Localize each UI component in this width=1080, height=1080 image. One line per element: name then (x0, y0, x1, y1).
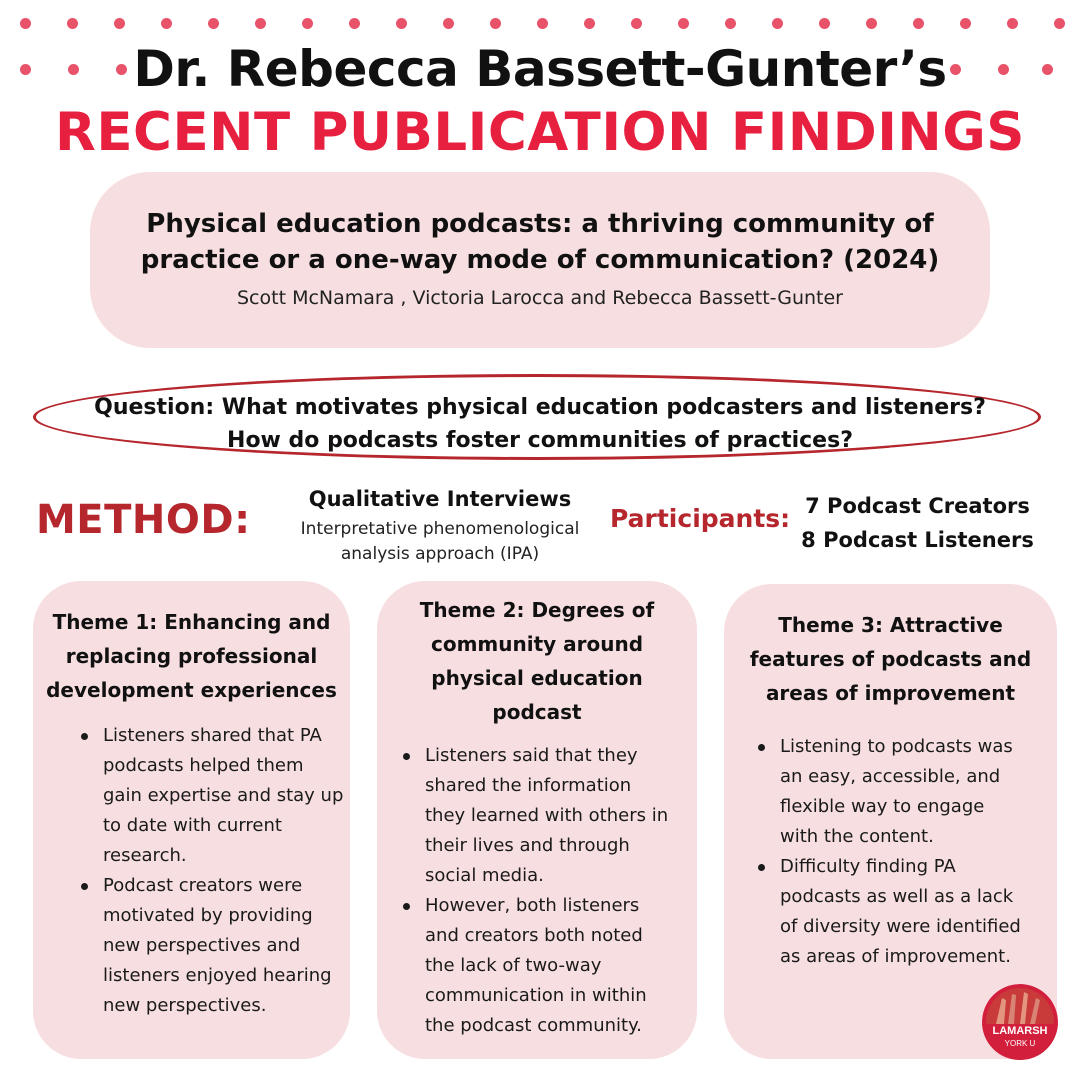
participants-listeners: 8 Podcast Listeners (801, 528, 1034, 552)
research-question-line: How do podcasts foster communities of practices? (227, 428, 853, 453)
decorative-dot (537, 18, 548, 29)
method-type: Qualitative Interviews (308, 487, 572, 511)
theme-bullet-line: podcasts as well as a lack (780, 886, 1014, 907)
theme-bullet (399, 891, 691, 1041)
theme-title-line: development experiences (46, 678, 337, 702)
theme-title-line: replacing professional (65, 644, 318, 668)
participants-list (795, 489, 1040, 557)
theme-card-1 (33, 581, 350, 1059)
decorative-dot (866, 18, 877, 29)
theme-title-line: areas of improvement (765, 681, 1016, 705)
theme-bullet-line: an easy, accessible, and (780, 766, 1001, 787)
theme-title-line: podcast (492, 700, 582, 724)
publication-title-line: practice or a one-way mode of communication? (2024) (140, 245, 940, 275)
theme-bullets (399, 741, 691, 1041)
theme-bullet-line: communication in within (425, 985, 647, 1006)
research-question-box (33, 374, 1041, 460)
theme-bullet-line: Listeners said that they (425, 745, 638, 766)
decorative-dot (1054, 18, 1065, 29)
decorative-dot (1007, 18, 1018, 29)
theme-title-line: physical education (431, 666, 643, 690)
theme-title (385, 593, 689, 729)
method-approach-line: analysis approach (IPA) (340, 544, 540, 564)
logo-text-bottom: YORK U (1004, 1039, 1036, 1048)
decorative-dot (161, 18, 172, 29)
lamarsh-logo (982, 984, 1058, 1060)
publication-authors: Scott McNamara , Victoria Larocca and Rebecca Bassett-Gunter (237, 287, 843, 309)
decorative-dot (678, 18, 689, 29)
theme-bullet-line: Listeners shared that PA (103, 725, 322, 746)
theme-bullet-line: to date with current (103, 815, 282, 836)
theme-bullet-line: Listening to podcasts was (780, 736, 1013, 757)
theme-card-2 (377, 581, 697, 1059)
logo-text-top: LAMARSH (992, 1025, 1048, 1037)
decorative-dot (772, 18, 783, 29)
theme-bullet-line: gain expertise and stay up (103, 785, 344, 806)
publication-title (90, 206, 990, 278)
lamarsh-hands-icon (982, 984, 1058, 1060)
research-question (36, 391, 1044, 457)
participants-creators: 7 Podcast Creators (805, 494, 1030, 518)
decorative-dot (631, 18, 642, 29)
decorative-dot (302, 18, 313, 29)
decorative-dot (349, 18, 360, 29)
theme-title-line: Theme 2: Degrees of (419, 598, 655, 622)
header-title: Dr. Rebecca Bassett-Gunter’s (133, 40, 947, 98)
theme-bullet-line: motivated by providing (103, 905, 313, 926)
decorative-dot (67, 18, 78, 29)
theme-title-line: Theme 1: Enhancing and (52, 610, 331, 634)
decorative-dot (584, 18, 595, 29)
theme-bullet-line: podcasts helped them (103, 755, 304, 776)
decorative-dot (913, 18, 924, 29)
publication-title-line: Physical education podcasts: a thriving community of (146, 209, 934, 239)
theme-bullet-line: listeners enjoyed hearing (103, 965, 332, 986)
decorative-dot (114, 18, 125, 29)
decorative-dot (255, 18, 266, 29)
decorative-dot (725, 18, 736, 29)
theme-title-line: community around (430, 632, 644, 656)
theme-bullet-line: flexible way to engage (780, 796, 985, 817)
theme-title (41, 605, 342, 707)
theme-bullet-line: new perspectives. (103, 995, 267, 1016)
theme-bullet-line: with the content. (780, 826, 934, 847)
decorative-dot (20, 18, 31, 29)
theme-bullets (754, 732, 1044, 972)
theme-bullet-line: shared the information (425, 775, 632, 796)
decorative-dot (819, 18, 830, 29)
method-label: METHOD: (36, 497, 251, 543)
theme-bullet (399, 741, 691, 891)
decorative-dot (396, 18, 407, 29)
theme-bullet (754, 732, 1044, 852)
theme-bullet-line: Podcast creators were (103, 875, 303, 896)
theme-bullet-line: new perspectives and (103, 935, 301, 956)
theme-bullet-line: they learned with others in (425, 805, 669, 826)
theme-bullet-line: social media. (425, 865, 544, 886)
theme-bullet (77, 721, 347, 871)
theme-bullet-line: of diversity were identified (780, 916, 1021, 937)
theme-bullet-line: However, both listeners (425, 895, 640, 916)
research-question-line: Question: What motivates physical education podcasters and listeners? (94, 395, 986, 420)
theme-bullet-line: the lack of two-way (425, 955, 602, 976)
theme-bullet-line: their lives and through (425, 835, 630, 856)
decorative-dot (443, 18, 454, 29)
theme-bullet-line: the podcast community. (425, 1015, 642, 1036)
theme-title-line: features of podcasts and (749, 647, 1032, 671)
theme-bullet-line: and creators both noted (425, 925, 643, 946)
theme-bullet (77, 871, 347, 1021)
theme-bullet-line: as areas of improvement. (780, 946, 1011, 967)
header-subtitle: RECENT PUBLICATION FINDINGS (55, 102, 1025, 163)
theme-bullet (754, 852, 1044, 972)
method-approach-line: Interpretative phenomenological (300, 519, 580, 539)
decorative-dot (490, 18, 501, 29)
decorative-dot (960, 18, 971, 29)
decorative-dots-top (0, 18, 1080, 32)
theme-title (732, 608, 1049, 710)
theme-title-line: Theme 3: Attractive (778, 613, 1003, 637)
theme-bullets (77, 721, 347, 1021)
decorative-dot (208, 18, 219, 29)
publication-card (90, 172, 990, 348)
method-approach (280, 517, 600, 567)
theme-bullet-line: research. (103, 845, 187, 866)
theme-bullet-line: Difficulty finding PA (780, 856, 956, 877)
participants-label: Participants: (610, 504, 791, 533)
